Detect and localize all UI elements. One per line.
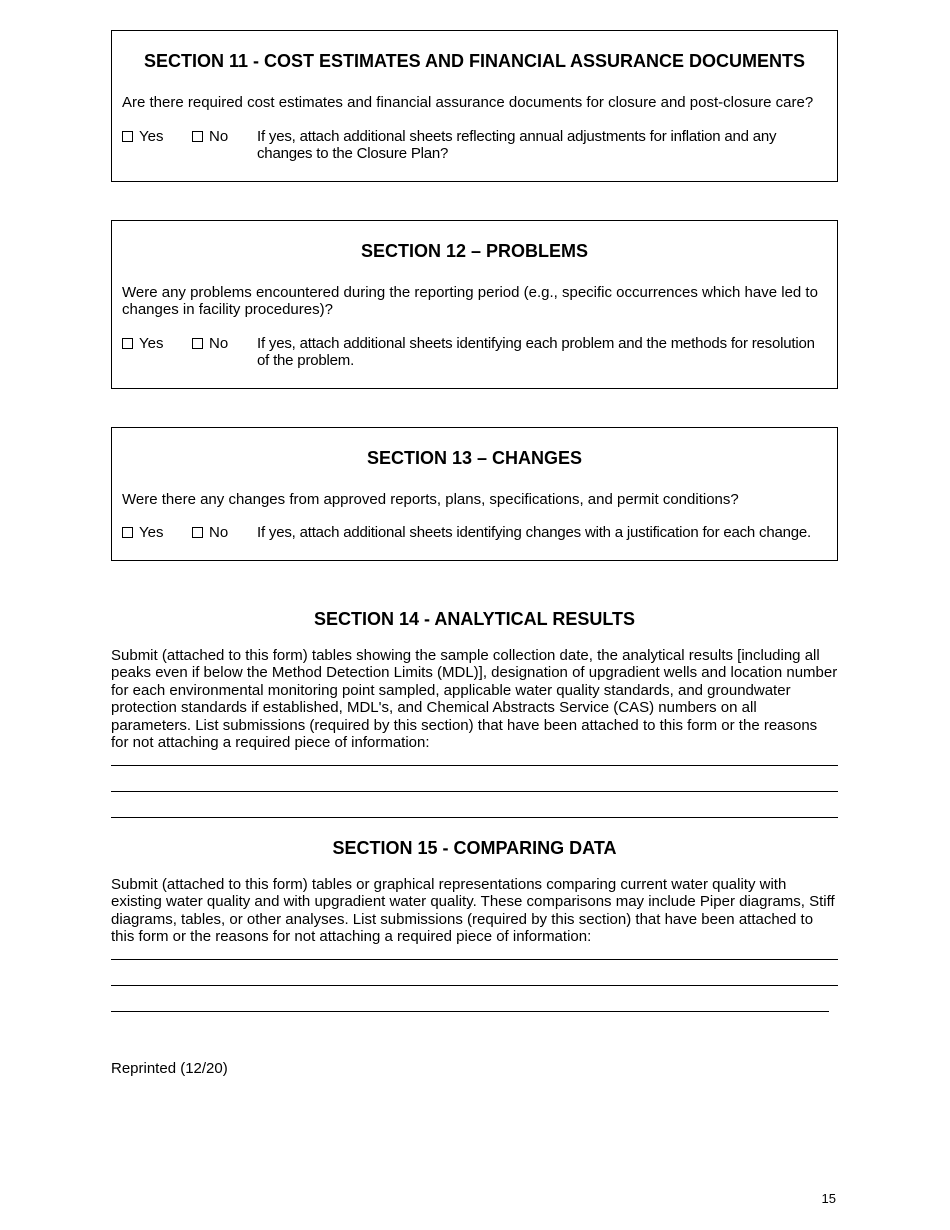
fill-line[interactable] [111, 766, 838, 792]
section-12-no-option[interactable] [192, 335, 257, 353]
reprinted-note: Reprinted (12/20) [111, 1059, 228, 1077]
yes-label: Yes [139, 524, 164, 541]
section-11-title: SECTION 11 - COST ESTIMATES AND FINANCIAL ASSURANCE DOCUMENTS [143, 51, 806, 71]
section-15 [111, 838, 838, 1012]
section-15-title: SECTION 15 - COMPARING DATA [332, 837, 617, 858]
section-12-answer-row [122, 335, 827, 370]
section-11-no-option[interactable] [192, 128, 257, 146]
section-13-question: Were there any changes from approved reports, plans, specifications, and permit conditions? [122, 490, 739, 508]
yes-checkbox[interactable] [122, 527, 133, 538]
section-14-title: SECTION 14 - ANALYTICAL RESULTS [313, 608, 636, 629]
section-13-yes-option[interactable] [122, 524, 192, 542]
section-12-if-yes-instruction: If yes, attach additional sheets identifying each problem and the methods for resolution of the problem. [257, 334, 815, 369]
section-11-answer-row [122, 128, 827, 163]
section-12-question: Were any problems encountered during the reporting period (e.g., specific occurrences which have led to changes in facility procedures)? [122, 283, 818, 318]
no-checkbox[interactable] [192, 338, 203, 349]
section-13-no-option[interactable] [192, 524, 257, 542]
section-11-question: Are there required cost estimates and financial assurance documents for closure and post-closure care? [122, 94, 814, 111]
section-12-title: SECTION 12 – PROBLEMS [360, 240, 589, 261]
fill-line[interactable] [111, 960, 838, 986]
yes-label: Yes [139, 334, 164, 352]
section-13-box [111, 427, 838, 561]
section-13-answer-row [122, 524, 827, 542]
page-number: 15 [821, 1191, 836, 1206]
fill-line[interactable] [111, 792, 838, 818]
section-13-if-yes-instruction: If yes, attach additional sheets identifying changes with a justification for each change. [257, 524, 812, 541]
fill-line[interactable] [111, 986, 829, 1012]
section-14-body: Submit (attached to this form) tables showing the sample collection date, the analytical results [including all peaks even if below the Method Detection Limits (MDL)], designation of upgradient wells and location number for each environmental monitoring point sampled, applicable water quality standards, and groundwater protection standards if established, MDL's, and Chemical Abstracts Service (CAS) numbers on all parameters. List submissions (required by this section) that have been attached to this form or the reasons for not attaching a required piece of information: [111, 646, 838, 751]
section-14 [111, 609, 838, 818]
no-label: No [209, 334, 229, 352]
yes-checkbox[interactable] [122, 338, 133, 349]
yes-checkbox[interactable] [122, 131, 133, 142]
section-13-title: SECTION 13 – CHANGES [366, 447, 583, 468]
section-15-body: Submit (attached to this form) tables or graphical representations comparing current water quality with existing water quality and with upgradient water quality. These comparisons may include Piper diagrams, Stiff diagrams, tables, or other analyses. List submissions (required by this section) that have been attached to this form or the reasons for not attaching a required piece of information: [111, 875, 835, 945]
no-label: No [209, 127, 229, 145]
section-11-box [111, 30, 838, 182]
section-12-box [111, 220, 838, 389]
section-11-if-yes-instruction: If yes, attach additional sheets reflecting annual adjustments for inflation and any changes to the Closure Plan? [257, 127, 777, 162]
no-checkbox[interactable] [192, 527, 203, 538]
no-checkbox[interactable] [192, 131, 203, 142]
section-11-yes-option[interactable] [122, 128, 192, 146]
section-12-yes-option[interactable] [122, 335, 192, 353]
yes-label: Yes [139, 127, 164, 145]
no-label: No [209, 524, 229, 541]
